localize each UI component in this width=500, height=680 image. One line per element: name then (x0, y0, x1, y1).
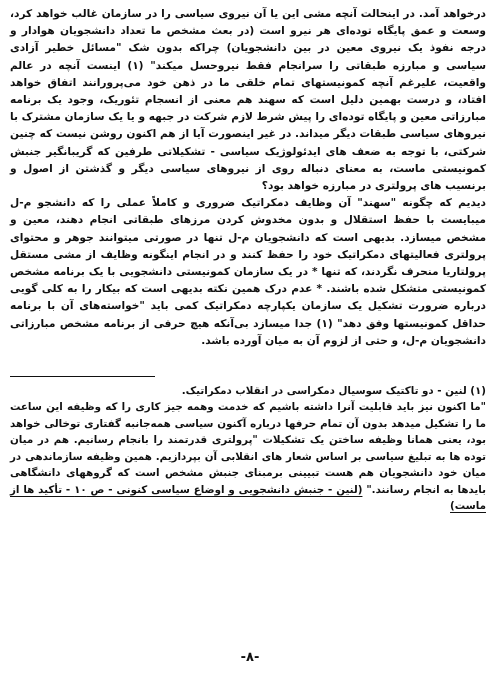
footnotes (10, 383, 486, 514)
page-number: -۸- (240, 650, 260, 665)
footnote-divider (10, 376, 155, 377)
paragraph-2: دیدیم که چگونه "سهند" آن وظایف دمکراتیک ضروری و کاملاً عملی را که دانشجو م-ل میبایست با حفظ استقلال و بدون مخدوش کردن مرزهای طبقاتی انجام دهند، معین و مشخص میسازد. بدیهی است که دانشجویان م-ل تنها در صورتی میتوانند جوهر و محتوای پرولتری فعالیتهای دمکراتیک خود را حفظ کنند و در انجام اینگونه وظایف از مشی مستقل پرولتاریا منحرف نگردند، که تنها * در یک سازمان کمونیستی دانشجویی با یک برنامه مشخص کمونیستی متشکل شده باشند. * عدم درک همین نکته بدیهی است که بیکار را به کلی گویی درباره ضرورت تشکیل یک سازمان یکپارچه دمکراتیک کمی باید "خواسته‌های آن با برنامه حداقل کمونیستها وفق دهد" (۱) جدا میسازد بی‌آنکه هیچ حرفی از برنامه مشخص مبارزاتی دانشجویان م-ل، و حتی از لزوم آن به میان آورده باشد. (10, 197, 486, 347)
main-text (10, 6, 486, 350)
footnote-2-part-b: وظیفه این ساعت ما را تشکیل میدهد بدون آن تمام حرفها درباره آکنون سیاسی همه‌جانبه گفتاری توخالی خواهد بود، یعنی همانا وظیفه ساختن یک تشکیلات "پرولتری قدرتمند را بانجام رسانیم. هم در میان توده ها به تبلیغ سیاسی بر اساس شعار های انقلابی آن بپردازیم. همین وظیفه سازماندهی در میان خود دانشجویان هم هست تبیینی برمبنای جنبش مشخص است که گروههای دانشگاهی بایدها به انجام رسانند." (10, 401, 486, 496)
footnote-2 (10, 399, 486, 514)
footnote-2-source: (لنین - جنبش دانشجویی و اوضاع سیاسی کنونی - ص ۱۰ - تأکید ها از ماست) (10, 483, 486, 512)
footnote-2-part-a: "ما اکنون نیز باید قابلیت آنرا داشته باشیم که خدمت وهمه جیز کاری را که (105, 401, 486, 414)
footnote-1: (۱) لنین - دو تاکتیک سوسیال دمکراسی در انقلاب دمکراتیک. (181, 385, 486, 398)
paragraph-1: درخواهد آمد. در اینحالت آنچه مشی این یا آن نیروی سیاسی را در سازمان غالب خواهد کرد، وسعت و عمق پایگاه توده‌ای هر نیرو است (در بعث مشخص ما تعداد دانشجویان هوادار و درجه نفوذ یک نیروی معین در بین دانشجویان) چراکه بدون شک "مسائل خطیر آزادی سیاسی و مبارزه طبقاتی را سرانجام فقط نیروحسل میکند" (۱) اینست آنچه در عالم واقعیت، علیرغم آنچه کمونیستهای تمام خلقی ما در ذهن خود می‌پرورانند اتفاق خواهد افتاد، و درست بهمین دلیل است که سهند هم معنی از انسجام تئوریک، وجود یک برنامه مبارزاتی معین و پایگاه توده‌ای را پیش شرط لازم شرکت در جبهه و یا یک سازمان مشترک با نیروهای سیاسی طبقات دیگر میداند. در غیر اینصورت آیا از هم اکنون روشن نیست که چنین شرکتی، با توجه به ضعف های ایدئولوژیک سیاسی - تشکیلاتی طرفین که گریبانگیر جنبش کمونیستی ماست، به معنای دنباله روی از نیروهای سیاسی دیگر و گذشتن از اصول و برنسیب های پرولتری در مبارزه خواهد بود؟ (10, 8, 486, 193)
